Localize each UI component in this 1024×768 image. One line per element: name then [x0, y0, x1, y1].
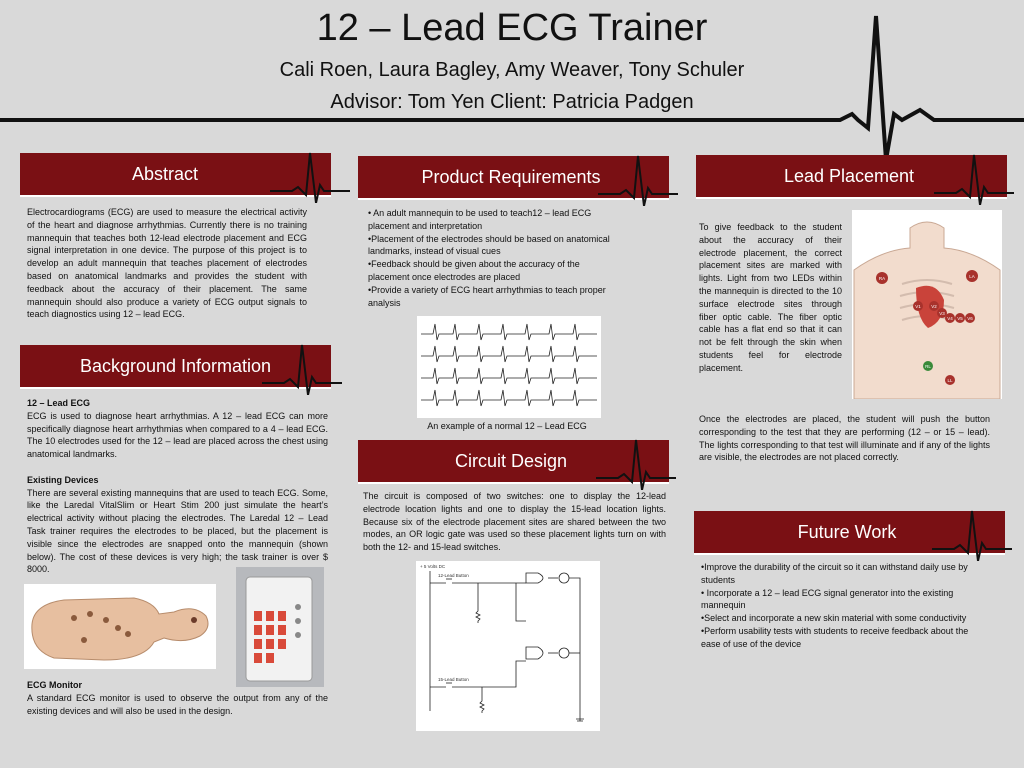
- poster-title: 12 – Lead ECG Trainer: [316, 7, 708, 49]
- future-work-heading-bar: [694, 511, 1005, 555]
- abstract-text: Electrocardiograms (ECG) are used to measure the electrical activity of the heart and diagnose arrhythmias. Currently there is no training mannequin that teaches both 12-lead electrode placement and ECG signal interpretation in one device. The purpose of this project is to develop an adult mannequin that teaches placement of electrodes based on anatomical landmarks and provides the student with feedback about the accuracy of their placement. The same mannequin should also produce a variety of ECG output signals to teach diagnostics using 12 – lead ECG.: [27, 207, 307, 320]
- heartbeat-icon: [596, 434, 676, 490]
- background-body: [27, 397, 328, 576]
- ecg-figure-caption: An example of a normal 12 – Lead ECG: [427, 421, 587, 431]
- background-sub-12lead: 12 – Lead ECG: [27, 398, 91, 408]
- electrode-label: RA: [878, 276, 886, 281]
- poster-authors: Cali Roen, Laura Bagley, Amy Weaver, Tony Schuler: [279, 59, 745, 81]
- electrode-label: LA: [969, 274, 975, 279]
- future-work-item: •Perform usability tests with students to receive feedback about the ease of use of the device: [701, 625, 969, 649]
- poster-advisor: Advisor: Tom Yen Client: Patricia Padgen: [330, 91, 694, 113]
- background-sub-monitor: ECG Monitor: [27, 680, 82, 690]
- background-sub-existing: Existing Devices: [27, 474, 99, 485]
- future-work-item: •Improve the durability of the circuit so it can withstand daily use by students: [701, 562, 968, 585]
- circuit-label-vdc: + 5 Volts DC: [420, 564, 446, 569]
- circuit-diagram: [416, 561, 600, 731]
- electrode-label: RL: [925, 364, 931, 369]
- heartbeat-icon: [262, 339, 342, 395]
- background-text-12lead: ECG is used to diagnose heart arrhythmias. A 12 – lead ECG can more specifically diagnose heart arrhythmias when compared to a 4 – lead ECG. The 10 electrodes used for the 12 – lead are placed across the chest using anatomical landmarks.: [27, 410, 328, 460]
- circuit-heading: Circuit Design: [454, 451, 568, 471]
- background-text-existing: There are several existing mannequins that are used to teach ECG. Some, like the Laredal VitalSlim or Heart Stim 200 just simulate the heart’s electrical activity without placing the electrodes. The Laredal 12 – Lead Task trainer requires the electrodes to be placed, but the placement is visible since the electrodes are snapped onto the mannequin (shown below). The cost of these devices is very high; the task trainer is over $ 8000.: [27, 487, 328, 575]
- abstract-heading-bar: [20, 153, 331, 197]
- electrode-label: V6: [967, 316, 973, 321]
- requirement-item: •Placement of the electrodes should be based on anatomical landmarks, instead of visual cues: [368, 233, 610, 257]
- background-text-monitor: A standard ECG monitor is used to observe the output from any of the existing devices and will also be used in the design.: [27, 692, 328, 716]
- mannequin-image: [24, 584, 216, 669]
- task-trainer-device-image: [236, 567, 324, 687]
- heartbeat-icon: [270, 147, 350, 203]
- lead-placement-heading-bar: [696, 155, 1007, 199]
- circuit-label-15: 15-Lead Button: [438, 677, 469, 682]
- future-work-item: • Incorporate a 12 – lead ECG signal generator into the existing mannequin: [701, 587, 954, 611]
- future-work-item: •Select and incorporate a new skin material with some conductivity: [701, 613, 967, 624]
- circuit-text: The circuit is composed of two switches: one to display the 12-lead electrode location lights and one to display the 15-lead location lights. Because six of the electrode placement sites are shared between the two modes, an OR logic gate was used so these placement lights turn on with both the 12- and 15-lead switches.: [363, 491, 666, 553]
- requirements-heading: Product Requirements: [421, 167, 601, 187]
- electrode-label: V2: [931, 304, 937, 309]
- circuit-label-12: 12-Lead Button: [438, 573, 469, 578]
- requirement-item: •Provide a variety of ECG heart arrhythmias to teach proper analysis: [368, 284, 606, 308]
- ecg-monitor-body: [27, 679, 328, 717]
- background-heading-bar: [20, 345, 331, 389]
- requirements-list: [362, 207, 622, 309]
- heartbeat-icon: [932, 505, 1012, 561]
- electrode-label: V5: [957, 316, 963, 321]
- lead-placement-heading: Lead Placement: [783, 166, 915, 186]
- ecg-12lead-figure: [417, 316, 601, 418]
- lead-placement-text-1: To give feedback to the student about the accuracy of their electrode placement, the correct placement sites are marked with lights. Light from two LEDs within the mannequin is directed to the 10 surface electrode sites through fiber optic cable. The fiber optic cable has a flat end so that it can not be felt through the skin when students feel for electrode placement.: [699, 222, 842, 373]
- chest-placement-figure: [852, 210, 1002, 399]
- future-work-heading: Future Work: [797, 522, 897, 542]
- heartbeat-icon: [934, 149, 1014, 205]
- future-work-list: [695, 561, 975, 651]
- circuit-heading-bar: [358, 440, 669, 484]
- electrode-label: LL: [947, 378, 953, 383]
- requirement-item: •Feedback should be given about the accuracy of the placement once electrodes are placed: [368, 259, 580, 282]
- heartbeat-icon: [598, 150, 678, 206]
- background-heading: Background Information: [79, 356, 272, 376]
- electrode-label: V4: [947, 316, 953, 321]
- electrode-label: V1: [915, 304, 921, 309]
- electrode-label: V3: [939, 311, 945, 316]
- requirement-item: • An adult mannequin to be used to teach12 – lead ECG placement and interpretation: [368, 208, 592, 231]
- lead-placement-text-2: Once the electrodes are placed, the student will push the button corresponding to the test that they are performing (12 – or 15 – lead). The lights corresponding to that test will illuminate and if any of the lights are visible, the electrodes are not placed correctly.: [699, 414, 990, 463]
- requirements-heading-bar: [358, 156, 669, 200]
- abstract-heading: Abstract: [131, 164, 199, 184]
